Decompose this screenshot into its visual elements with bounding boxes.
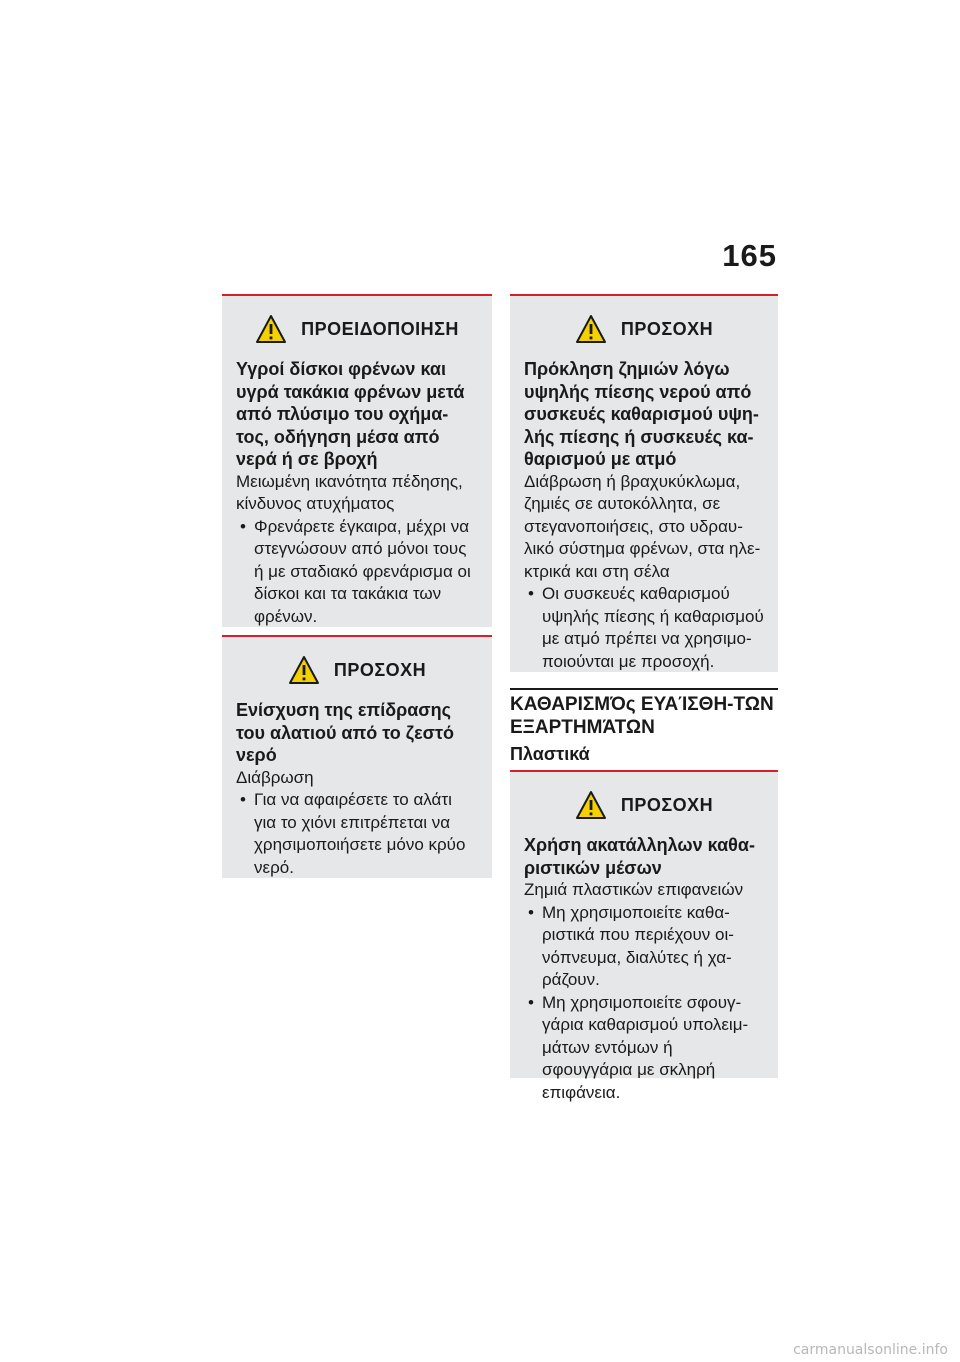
box-heading: Πρόκληση ζημιών λόγω υψηλής πίεσης νερού από συσκευές καθαρισμού υψη-λής πίεσης ή συσκευές κα-θαρισμού με ατμό (524, 359, 759, 469)
section-divider (510, 688, 778, 690)
caution-box-high-pressure (510, 294, 778, 672)
list-item: • Μη χρησιμοποιείτε καθα-ριστικά που περιέχουν οι-νόπνευμα, διαλύτες ή χα-ράζουν. (528, 902, 734, 989)
box-header (236, 314, 478, 344)
box-title: ΠΡΟΕΙΔΟΠΟΙΗΣΗ (301, 318, 459, 339)
box-subheading: Διάβρωση (236, 767, 314, 787)
list-item: • Μη χρησιμοποιείτε σφουγ-γάρια καθαρισμού υπολειμ-μάτων εντόμων ή σφουγγάρια με σκληρή επιφάνεια. (528, 992, 749, 1102)
box-header (524, 790, 764, 820)
box-subheading: Μειωμένη ικανότητα πέδησης, κίνδυνος ατυχήματος (236, 471, 463, 513)
box-title: ΠΡΟΣΟΧΗ (620, 794, 714, 815)
warning-triangle-icon (288, 655, 320, 685)
box-title: ΠΡΟΣΟΧΗ (333, 659, 427, 680)
warning-triangle-icon (255, 314, 287, 344)
section-title: ΚΑΘΑΡΙΣΜΌς ΕΥΑΊΣΘΗ-ΤΩΝ ΕΞΑΡΤΗΜΆΤΩΝ (510, 694, 774, 738)
box-title: ΠΡΟΣΟΧΗ (620, 318, 714, 339)
list-item: • Για να αφαιρέσετε το αλάτι για το χιόνι επιτρέπεται να χρησιμοποιήσετε μόνο κρύο νερό. (240, 790, 466, 877)
list-item: • Φρενάρετε έγκαιρα, μέχρι να στεγνώσουν από μόνοι τους ή με σταδιακό φρενάρισμα οι δίσκοι και τα τακάκια των φρένων. (240, 516, 471, 626)
warning-triangle-icon (575, 790, 607, 820)
section-subtitle: Πλαστικά (510, 744, 590, 764)
box-header (524, 314, 764, 344)
box-header (236, 655, 478, 685)
caution-box-salt (222, 635, 492, 878)
caution-box-cleaning-agents (510, 770, 778, 1102)
box-subheading: Ζημιά πλαστικών επιφανειών (524, 880, 744, 899)
box-heading: Ενίσχυση της επίδρασης του αλατιού από το ζεστό νερό (236, 700, 454, 765)
list-item: • Οι συσκευές καθαρισμού υψηλής πίεσης ή καθαρισμού με ατμό πρέπει να χρησιμο-ποιούνται με προσοχή. (528, 584, 764, 671)
footer-watermark: carmanualsonline.info (793, 1342, 948, 1358)
box-heading: Υγροί δίσκοι φρένων και υγρά τακάκια φρένων μετά από πλύσιμο του οχήμα-τος, οδήγηση μέσα από νερά ή σε βροχή (236, 359, 465, 469)
page-number: 165 (722, 238, 777, 273)
box-subheading: Διάβρωση ή βραχυκύκλωμα, ζημιές σε αυτοκόλλητα, σε στεγανοποιήσεις, στο υδραυ-λικό σύστημα φρένων, στα ηλε-κτρικά και στη σέλα (524, 471, 761, 581)
warning-triangle-icon (575, 314, 607, 344)
box-heading: Χρήση ακατάλληλων καθα-ριστικών μέσων (524, 835, 755, 878)
warning-box-wet-brakes (222, 294, 492, 627)
